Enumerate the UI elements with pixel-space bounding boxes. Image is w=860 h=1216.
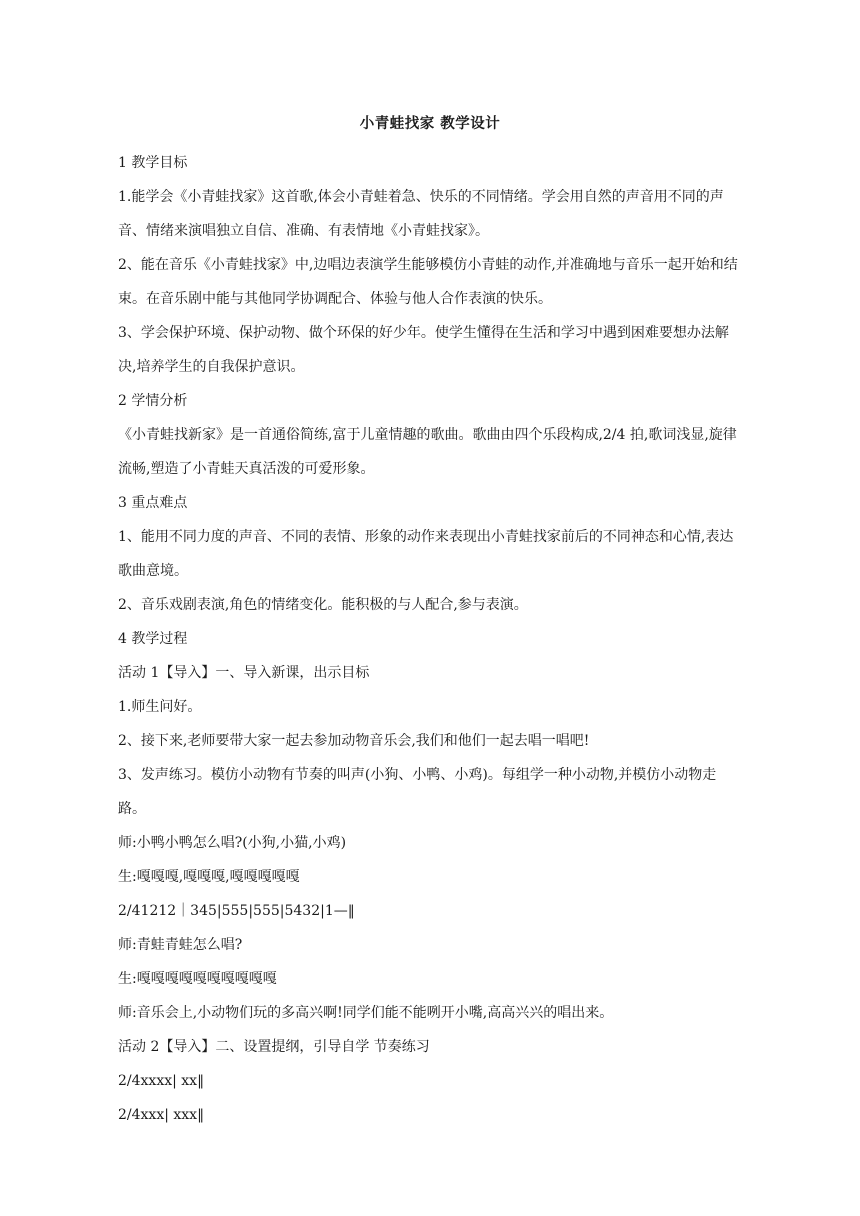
document-title: 小青蛙找家 教学设计 <box>359 115 501 132</box>
rhythm-line: 2/4xxxx| xx‖ <box>118 1073 205 1089</box>
section-heading-process: 4 教学过程 <box>118 631 188 647</box>
paragraph: 3、学会保护环境、保护动物、做个环保的好少年。使学生懂得在生活和学习中遇到困难要想办法解决,培养学生的自我保护意识。 <box>118 325 729 375</box>
paragraph: 1、能用不同力度的声音、不同的表情、形象的动作来表现出小青蛙找家前后的不同神态和心情,表达歌曲意境。 <box>118 529 734 579</box>
paragraph: 活动 2【导入】二、设置提纲，引导自学 节奏练习 <box>118 1039 430 1055</box>
paragraph: 师:青蛙青蛙怎么唱? <box>118 937 243 953</box>
paragraph: 生:嘎嘎嘎嘎嘎嘎嘎嘎嘎嘎 <box>118 971 277 987</box>
paragraph: 师:小鸭小鸭怎么唱?(小狗,小猫,小鸡) <box>118 835 347 851</box>
rhythm-line: 2/4xxx| xxx‖ <box>118 1107 205 1123</box>
paragraph: 活动 1【导入】一、导入新课，出示目标 <box>118 665 370 681</box>
paragraph: 师:音乐会上,小动物们玩的多高兴啊!同学们能不能咧开小嘴,高高兴兴的唱出来。 <box>118 1005 614 1021</box>
document-body <box>118 146 738 1132</box>
section-heading-key-points: 3 重点难点 <box>118 495 188 511</box>
paragraph: 1.能学会《小青蛙找家》这首歌,体会小青蛙着急、快乐的不同情绪。学会用自然的声音用不同的声音、情绪来演唱独立自信、准确、有表情地《小青蛙找家》。 <box>118 189 724 239</box>
paragraph: 1.师生问好。 <box>118 699 202 715</box>
paragraph: 3、发声练习。模仿小动物有节奏的叫声(小狗、小鸭、小鸡)。每组学一种小动物,并模仿小动物走路。 <box>118 767 717 817</box>
rhythm-line: 2/41212｜345|555|555|5432|1—‖ <box>118 903 355 919</box>
paragraph: 生:嘎嘎嘎,嘎嘎嘎,嘎嘎嘎嘎嘎 <box>118 869 300 885</box>
section-heading-analysis: 2 学情分析 <box>118 393 188 409</box>
paragraph: 2、能在音乐《小青蛙找家》中,边唱边表演学生能够模仿小青蛙的动作,并准确地与音乐一起开始和结束。在音乐剧中能与其他同学协调配合、体验与他人合作表演的快乐。 <box>118 257 738 307</box>
paragraph: 《小青蛙找新家》是一首通俗简练,富于儿童情趣的歌曲。歌曲由四个乐段构成,2/4 拍,歌词浅显,旋律流畅,塑造了小青蛙天真活泼的可爱形象。 <box>118 427 737 477</box>
section-heading-objectives: 1 教学目标 <box>118 155 188 171</box>
paragraph: 2、音乐戏剧表演,角色的情绪变化。能积极的与人配合,参与表演。 <box>118 597 528 613</box>
paragraph: 2、接下来,老师要带大家一起去参加动物音乐会,我们和他们一起去唱一唱吧! <box>118 733 590 749</box>
